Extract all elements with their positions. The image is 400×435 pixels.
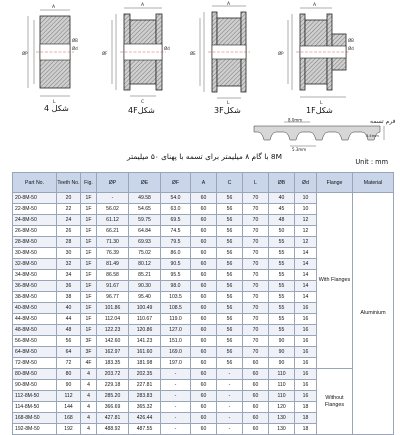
table-cell: 32-8M-50	[13, 259, 57, 270]
table-cell: -	[161, 391, 191, 402]
table-cell: 60	[243, 380, 269, 391]
table-cell: 60	[191, 413, 217, 424]
table-cell: 49.58	[129, 193, 161, 204]
flange-with-cell: With Flanges	[317, 193, 353, 369]
fig1f-dim-od: Ød	[348, 46, 354, 51]
table-cell: 90	[269, 336, 295, 347]
table-cell: 14	[295, 281, 317, 292]
table-cell: 56	[217, 270, 243, 281]
table-cell: 56	[217, 237, 243, 248]
table-cell: 70	[243, 325, 269, 336]
table-cell: 61.12	[97, 215, 129, 226]
table-cell: 101.86	[97, 303, 129, 314]
table-cell: 80.12	[129, 259, 161, 270]
table-cell: 60	[191, 380, 217, 391]
table-cell: 16	[295, 380, 317, 391]
table-cell: 60	[243, 424, 269, 435]
table-cell: 60	[191, 424, 217, 435]
table-cell: 56	[217, 226, 243, 237]
column-header: ØP	[97, 173, 129, 193]
fig4-dim-l: L	[53, 100, 56, 105]
table-cell: 70	[243, 292, 269, 303]
table-cell: 4F	[81, 358, 97, 369]
table-cell: 4	[81, 380, 97, 391]
fig1f-dim-a: A	[313, 3, 317, 8]
table-cell: 3F	[81, 336, 97, 347]
table-cell: 70	[243, 347, 269, 358]
table-cell: 1F	[81, 303, 97, 314]
table-cell: 169.0	[161, 347, 191, 358]
column-header: A	[191, 173, 217, 193]
table-row	[13, 193, 394, 204]
table-cell: 426.44	[129, 413, 161, 424]
table-cell: 18	[295, 402, 317, 413]
table-cell: 110	[269, 369, 295, 380]
column-header: Teeth No.	[57, 173, 81, 193]
table-cell: 70	[243, 259, 269, 270]
table-cell: 112.04	[97, 314, 129, 325]
table-cell: 16	[295, 358, 317, 369]
table-cell: 4	[81, 424, 97, 435]
table-cell: 74.5	[161, 226, 191, 237]
table-cell: 427.81	[97, 413, 129, 424]
table-cell: 64-8M-50	[13, 347, 57, 358]
table-cell: 55	[269, 325, 295, 336]
table-cell: 56	[217, 215, 243, 226]
column-header: L	[243, 173, 269, 193]
figure-3f-drawing	[200, 6, 250, 98]
table-cell: 142.60	[97, 336, 129, 347]
table-cell: 56	[217, 325, 243, 336]
table-cell: 56	[217, 336, 243, 347]
table-cell: 151.0	[161, 336, 191, 347]
table-cell: 60	[191, 248, 217, 259]
table-cell: 112	[57, 391, 81, 402]
table-cell: 114-8M-50	[13, 402, 57, 413]
table-cell: 122.23	[97, 325, 129, 336]
table-cell: 120	[269, 402, 295, 413]
table-cell: 56	[217, 248, 243, 259]
table-cell: 488.92	[97, 424, 129, 435]
table-cell: 56	[217, 259, 243, 270]
fig4f-dim-od: Ød	[164, 46, 170, 51]
belt-height-label: 3.4mm	[366, 134, 379, 138]
table-cell: 60	[191, 226, 217, 237]
table-cell: 28	[57, 237, 81, 248]
table-cell: 60	[191, 358, 217, 369]
table-cell: 55	[269, 292, 295, 303]
fig1f-label: شکل1F	[306, 106, 333, 115]
table-cell: 1F	[81, 248, 97, 259]
table-cell: -	[217, 413, 243, 424]
pulley-figures	[0, 0, 400, 128]
table-cell: 40	[57, 303, 81, 314]
table-cell: 95.5	[161, 270, 191, 281]
table-cell: 56	[217, 303, 243, 314]
fig4f-dim-c: C	[141, 100, 145, 105]
table-cell: 24	[57, 215, 81, 226]
table-cell: 30-8M-50	[13, 248, 57, 259]
table-cell: -	[161, 380, 191, 391]
table-cell: -	[217, 424, 243, 435]
table-cell: 40-8M-50	[13, 303, 57, 314]
table-cell: 56	[217, 193, 243, 204]
fig1f-dim-ob: ØB	[348, 38, 354, 43]
table-cell: 59.75	[129, 215, 161, 226]
table-cell: 183.35	[97, 358, 129, 369]
table-cell: 283.83	[129, 391, 161, 402]
fig3f-label: شکل3F	[214, 106, 241, 115]
table-cell: 85.21	[129, 270, 161, 281]
table-cell: 22-8M-50	[13, 204, 57, 215]
fig4f-label: شکل4F	[128, 106, 155, 115]
table-cell: 120.86	[129, 325, 161, 336]
table-cell: 22	[57, 204, 81, 215]
table-cell: 1F	[81, 314, 97, 325]
table-cell: 54.0	[161, 193, 191, 204]
table-cell: 70	[243, 270, 269, 281]
table-cell: 60	[191, 204, 217, 215]
table-cell: -	[161, 402, 191, 413]
table-cell: 24-8M-50	[13, 215, 57, 226]
column-header: ØF	[161, 173, 191, 193]
column-header: Ød	[295, 173, 317, 193]
table-cell: 365.32	[129, 402, 161, 413]
table-cell: 227.81	[129, 380, 161, 391]
table-cell: 14	[295, 270, 317, 281]
table-cell: 60	[191, 215, 217, 226]
fig4-dim-a: A	[52, 5, 56, 10]
table-cell: 100.49	[129, 303, 161, 314]
table-cell: 45	[269, 204, 295, 215]
table-cell: 70	[243, 215, 269, 226]
fig3f-dim-l: L	[227, 101, 230, 106]
table-cell: 366.69	[97, 402, 129, 413]
table-cell: 76.39	[97, 248, 129, 259]
figure-1f-drawing	[288, 8, 350, 97]
table-cell: 96.77	[97, 292, 129, 303]
table-cell: 38	[57, 292, 81, 303]
table-cell: 4	[81, 391, 97, 402]
column-header: ØE	[129, 173, 161, 193]
belt-pitch-label: 8.0mm	[288, 117, 303, 123]
table-cell: 10	[295, 204, 317, 215]
table-cell: 18	[295, 413, 317, 424]
fig3f-dim-oe: ØE	[190, 51, 196, 56]
table-cell: 48	[57, 325, 81, 336]
table-cell: 34	[57, 270, 81, 281]
table-cell: 18	[295, 424, 317, 435]
table-cell: 168	[57, 413, 81, 424]
table-cell: 56	[217, 358, 243, 369]
table-cell: 16	[295, 325, 317, 336]
table-cell: 60	[191, 303, 217, 314]
table-cell: 108.5	[161, 303, 191, 314]
table-cell: 181.98	[129, 358, 161, 369]
table-cell: 60	[191, 281, 217, 292]
table-cell: 55	[269, 314, 295, 325]
table-cell: 60	[191, 259, 217, 270]
table-cell: 1F	[81, 325, 97, 336]
table-cell: -	[97, 193, 129, 204]
table-cell: 75.02	[129, 248, 161, 259]
table-cell: 70	[243, 248, 269, 259]
table-cell: 127.0	[161, 325, 191, 336]
table-cell: 12	[295, 215, 317, 226]
table-cell: 60	[243, 358, 269, 369]
table-cell: 56	[57, 336, 81, 347]
table-cell: 28-8M-50	[13, 237, 57, 248]
table-cell: 4	[81, 413, 97, 424]
table-cell: 16	[295, 347, 317, 358]
belt-profile-drawing	[250, 118, 390, 154]
fig4-dim-od: Ød	[72, 46, 78, 51]
table-cell: 487.55	[129, 424, 161, 435]
table-cell: 90.30	[129, 281, 161, 292]
unit-note: Unit : mm	[355, 158, 388, 166]
fig4-dim-ob: ØB	[72, 38, 78, 43]
table-row	[13, 369, 394, 380]
table-cell: 56-8M-50	[13, 336, 57, 347]
table-cell: 197.0	[161, 358, 191, 369]
table-cell: 55	[269, 303, 295, 314]
table-cell: 60	[191, 402, 217, 413]
table-cell: 20-8M-50	[13, 193, 57, 204]
figure-4f-drawing	[112, 8, 166, 96]
table-cell: 44	[57, 314, 81, 325]
table-cell: -	[161, 369, 191, 380]
table-cell: -	[161, 413, 191, 424]
table-cell: 70	[243, 336, 269, 347]
table-cell: 55	[269, 237, 295, 248]
table-cell: 56	[217, 292, 243, 303]
table-cell: 161.60	[129, 347, 161, 358]
table-cell: 110	[269, 380, 295, 391]
table-cell: 60	[191, 193, 217, 204]
table-cell: 103.5	[161, 292, 191, 303]
table-cell: 64	[57, 347, 81, 358]
table-cell: 90.5	[161, 259, 191, 270]
table-cell: 1F	[81, 270, 97, 281]
table-cell: 110.67	[129, 314, 161, 325]
belt-spec-note: 8M با گام ۸ میلیمتر برای تسمه با پهنای ۵۰ میلیمتر	[127, 152, 282, 161]
table-cell: 60	[243, 391, 269, 402]
table-cell: 72-8M-50	[13, 358, 57, 369]
table-cell: 1F	[81, 215, 97, 226]
table-cell: 90-8M-50	[13, 380, 57, 391]
material-cell: Aluminium	[353, 193, 394, 435]
table-cell: -	[217, 402, 243, 413]
column-header: ØB	[269, 173, 295, 193]
flange-without-cell: Without Flanges	[317, 369, 353, 435]
table-cell: 192	[57, 424, 81, 435]
fig4-dim-op: ØP	[22, 51, 28, 56]
table-cell: 70	[243, 204, 269, 215]
table-cell: 130	[269, 424, 295, 435]
table-cell: 4	[81, 369, 97, 380]
table-cell: 1F	[81, 226, 97, 237]
table-cell: 16	[295, 314, 317, 325]
table-cell: 70	[243, 226, 269, 237]
table-cell: 60	[191, 237, 217, 248]
table-cell: 12	[295, 226, 317, 237]
table-cell: 144	[57, 402, 81, 413]
table-cell: 38-8M-50	[13, 292, 57, 303]
table-cell: 95.40	[129, 292, 161, 303]
table-cell: 1F	[81, 292, 97, 303]
table-cell: 14	[295, 292, 317, 303]
table-cell: 69.93	[129, 237, 161, 248]
table-cell: 60	[191, 369, 217, 380]
table-cell: 60	[191, 292, 217, 303]
table-cell: 79.5	[161, 237, 191, 248]
table-cell: 70	[243, 237, 269, 248]
table-cell: 50	[269, 226, 295, 237]
table-cell: 86.58	[97, 270, 129, 281]
table-cell: 55	[269, 270, 295, 281]
table-cell: 1F	[81, 281, 97, 292]
table-cell: 56.02	[97, 204, 129, 215]
fig1f-dim-op: ØP	[278, 51, 284, 56]
belt-form-caption: فرم تسمه	[370, 118, 396, 125]
table-cell: 14	[295, 248, 317, 259]
table-cell: 70	[243, 281, 269, 292]
table-cell: 112-8M-50	[13, 391, 57, 402]
table-cell: 90	[269, 347, 295, 358]
fig3f-dim-a: A	[227, 2, 231, 7]
table-cell: 162.97	[97, 347, 129, 358]
table-cell: 56	[217, 347, 243, 358]
table-cell: 60	[243, 402, 269, 413]
fig4-label: شکل 4	[44, 104, 69, 113]
table-cell: 1F	[81, 204, 97, 215]
table-cell: 91.67	[97, 281, 129, 292]
table-cell: 60	[243, 413, 269, 424]
table-cell: 90	[269, 358, 295, 369]
column-header: Flange	[317, 173, 353, 193]
fig1f-dim-l: L	[320, 101, 323, 106]
table-cell: 12	[295, 237, 317, 248]
table-cell: 34-8M-50	[13, 270, 57, 281]
pulley-spec-table	[12, 172, 394, 435]
table-cell: 60	[191, 270, 217, 281]
table-cell: 285.20	[97, 391, 129, 402]
table-cell: 60	[191, 336, 217, 347]
table-cell: 90	[57, 380, 81, 391]
table-cell: 20	[57, 193, 81, 204]
table-body	[13, 193, 394, 435]
table-cell: 30	[57, 248, 81, 259]
table-cell: 70	[243, 193, 269, 204]
table-cell: 36	[57, 281, 81, 292]
column-header: C	[217, 173, 243, 193]
table-cell: 60	[191, 314, 217, 325]
table-cell: -	[217, 391, 243, 402]
table-cell: 56	[217, 204, 243, 215]
table-cell: 16	[295, 303, 317, 314]
table-cell: 1F	[81, 193, 97, 204]
table-cell: 1F	[81, 259, 97, 270]
table-cell: 81.49	[97, 259, 129, 270]
table-cell: 141.23	[129, 336, 161, 347]
table-cell: 3F	[81, 347, 97, 358]
table-cell: 66.21	[97, 226, 129, 237]
table-cell: 55	[269, 248, 295, 259]
table-cell: -	[217, 369, 243, 380]
table-cell: 48	[269, 215, 295, 226]
table-cell: 86.0	[161, 248, 191, 259]
table-cell: 130	[269, 413, 295, 424]
table-cell: 64.84	[129, 226, 161, 237]
table-cell: 80	[57, 369, 81, 380]
table-cell: 56	[217, 281, 243, 292]
table-cell: 192-8M-50	[13, 424, 57, 435]
table-cell: 119.0	[161, 314, 191, 325]
table-cell: 80-8M-50	[13, 369, 57, 380]
column-header: Fig.	[81, 173, 97, 193]
table-cell: 14	[295, 259, 317, 270]
table-cell: 44-8M-50	[13, 314, 57, 325]
table-cell: 26	[57, 226, 81, 237]
table-cell: 16	[295, 369, 317, 380]
fig4f-dim-of: ØF	[102, 51, 108, 56]
table-cell: -	[217, 380, 243, 391]
pulley-spec-table-wrap	[12, 172, 393, 435]
table-cell: 70	[243, 303, 269, 314]
table-cell: 10	[295, 193, 317, 204]
table-cell: 54.65	[129, 204, 161, 215]
table-cell: 110	[269, 391, 295, 402]
table-cell: 32	[57, 259, 81, 270]
table-cell: 71.30	[97, 237, 129, 248]
table-cell: 26-8M-50	[13, 226, 57, 237]
table-cell: 36-8M-50	[13, 281, 57, 292]
table-cell: -	[161, 424, 191, 435]
column-header: Material	[353, 173, 394, 193]
table-header-row	[13, 173, 394, 193]
table-cell: 202.35	[129, 369, 161, 380]
table-cell: 69.5	[161, 215, 191, 226]
table-cell: 48-8M-50	[13, 325, 57, 336]
table-cell: 229.18	[97, 380, 129, 391]
table-cell: 55	[269, 259, 295, 270]
fig4f-dim-a: A	[141, 3, 145, 8]
table-cell: 4	[81, 402, 97, 413]
table-cell: 70	[243, 314, 269, 325]
table-cell: 16	[295, 391, 317, 402]
column-header: Part No.	[13, 173, 57, 193]
table-cell: 168-8M-50	[13, 413, 57, 424]
table-cell: 63.0	[161, 204, 191, 215]
table-cell: 55	[269, 281, 295, 292]
table-cell: 60	[191, 325, 217, 336]
table-cell: 56	[217, 314, 243, 325]
table-cell: 1F	[81, 237, 97, 248]
table-cell: 72	[57, 358, 81, 369]
table-cell: 60	[243, 369, 269, 380]
table-cell: 40	[269, 193, 295, 204]
table-cell: 98.0	[161, 281, 191, 292]
table-cell: 60	[191, 391, 217, 402]
belt-tooth-label: 5.3mm	[292, 147, 307, 152]
table-cell: 16	[295, 336, 317, 347]
table-cell: 203.72	[97, 369, 129, 380]
table-cell: 60	[191, 347, 217, 358]
figure-4-drawing	[28, 10, 74, 96]
